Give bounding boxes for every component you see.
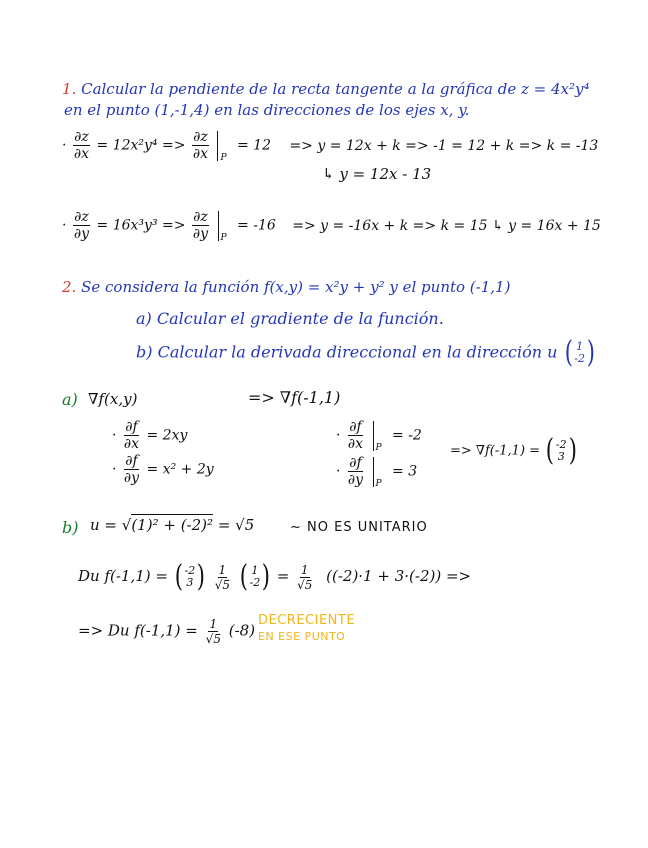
df-dy-line: · $\frac{\partial f}{\partial y}$ = x² + 2y — [112, 453, 214, 486]
problem1-title-line2: en el punto (1,-1,4) en las direcciones de los ejes x, y. — [64, 101, 470, 119]
gradient-result: => ∇f(-1,1) = ( -2 3 ) — [450, 433, 577, 468]
problem1-title — [62, 80, 590, 98]
problem2-part-b: b) Calcular la derivada direccional en la dirección u ( 1 -2 ) — [136, 335, 595, 370]
df-dx-line: · $\frac{\partial f}{\partial x}$ = 2xy — [112, 419, 188, 452]
decreasing-note-line2: EN ESE PUNTO — [258, 630, 346, 643]
dz-dx-fraction-2: $\frac{\partial z}{\partial x}$ — [192, 129, 209, 162]
problem2-title-text: Se considera la función f(x,y) = x²y + y² y el punto (-1,1) — [81, 278, 511, 296]
p1-line1: · $\frac{\partial z}{\partial x}$ = 12x²y⁴ => $\frac{\partial z}{\partial x}$ $_P$ = 12 => y = 12x + k => -1 = 12 + k => k = -13 — [62, 129, 599, 163]
dz-dy-expression: = 16x³y³ => — [96, 217, 186, 234]
tangent-y-derivation: => y = -16x + k => k = 15 ↳ y = 16x + 15 — [292, 217, 601, 234]
dz-dx-fraction: $\frac{\partial z}{\partial x}$ — [73, 129, 90, 162]
direction-vector: ( 1 -2 ) — [564, 335, 595, 370]
eval-bar-2 — [218, 211, 219, 241]
dz-dy-value: = -16 — [237, 217, 276, 234]
df-dx-at-point: · $\frac{\partial f}{\partial x}$ $_P$ = -2 — [336, 419, 422, 453]
gradient-vector: ( -2 3 ) — [545, 433, 577, 468]
problem2-part-a: a) Calcular el gradiente de la función. — [136, 309, 444, 328]
p1-line3: · $\frac{\partial z}{\partial y}$ = 16x³y³ => $\frac{\partial z}{\partial y}$ $_P$ = -16 => y = -16x + k => k = 15 ↳ y = 16x + 15 — [62, 209, 601, 243]
eval-bar — [217, 131, 218, 161]
solution-b-label: b) — [62, 518, 79, 537]
dz-dy-fraction-2: $\frac{\partial z}{\partial y}$ — [192, 209, 209, 242]
problem2-title — [62, 278, 510, 296]
norm-computation: u = √(1)² + (-2)² = √5 — [90, 516, 255, 534]
decreasing-note-line1: DECRECIENTE — [258, 613, 356, 628]
dz-dx-expression: = 12x²y⁴ => — [96, 137, 186, 154]
df-dy-at-point: · $\frac{\partial f}{\partial y}$ $_P$ = 3 — [336, 455, 418, 489]
tangent-x-result: ↳ y = 12x - 13 — [322, 165, 432, 183]
dz-dy-fraction: $\frac{\partial z}{\partial y}$ — [73, 209, 90, 242]
problem1-title-line1: Calcular la pendiente de la recta tangente a la gráfica de z = 4x²y⁴ — [81, 80, 590, 98]
solution-a-label: a) — [62, 390, 78, 409]
directional-derivative-line1: Du f(-1,1) = ( -2 3 ) $\frac{1}{√5}$ ( 1 -2 ) = $\frac{1}{√5}$ ((-2)·1 + 3·(-2)) => — [78, 559, 472, 594]
directional-derivative-line2: => Du f(-1,1) = $\frac{1}{√5}$ (-8) — [78, 617, 256, 646]
problem2-number: 2. — [62, 278, 77, 296]
gradient-general: ∇f(x,y) — [88, 390, 138, 408]
tangent-x-derivation: => y = 12x + k => -1 = 12 + k => k = -13 — [289, 137, 599, 154]
not-unit-note: ~ NO ES UNITARIO — [290, 520, 428, 535]
gradient-at-point-heading: => ∇f(-1,1) — [248, 388, 341, 407]
dz-dx-value: = 12 — [237, 137, 271, 154]
problem1-number: 1. — [62, 80, 77, 98]
